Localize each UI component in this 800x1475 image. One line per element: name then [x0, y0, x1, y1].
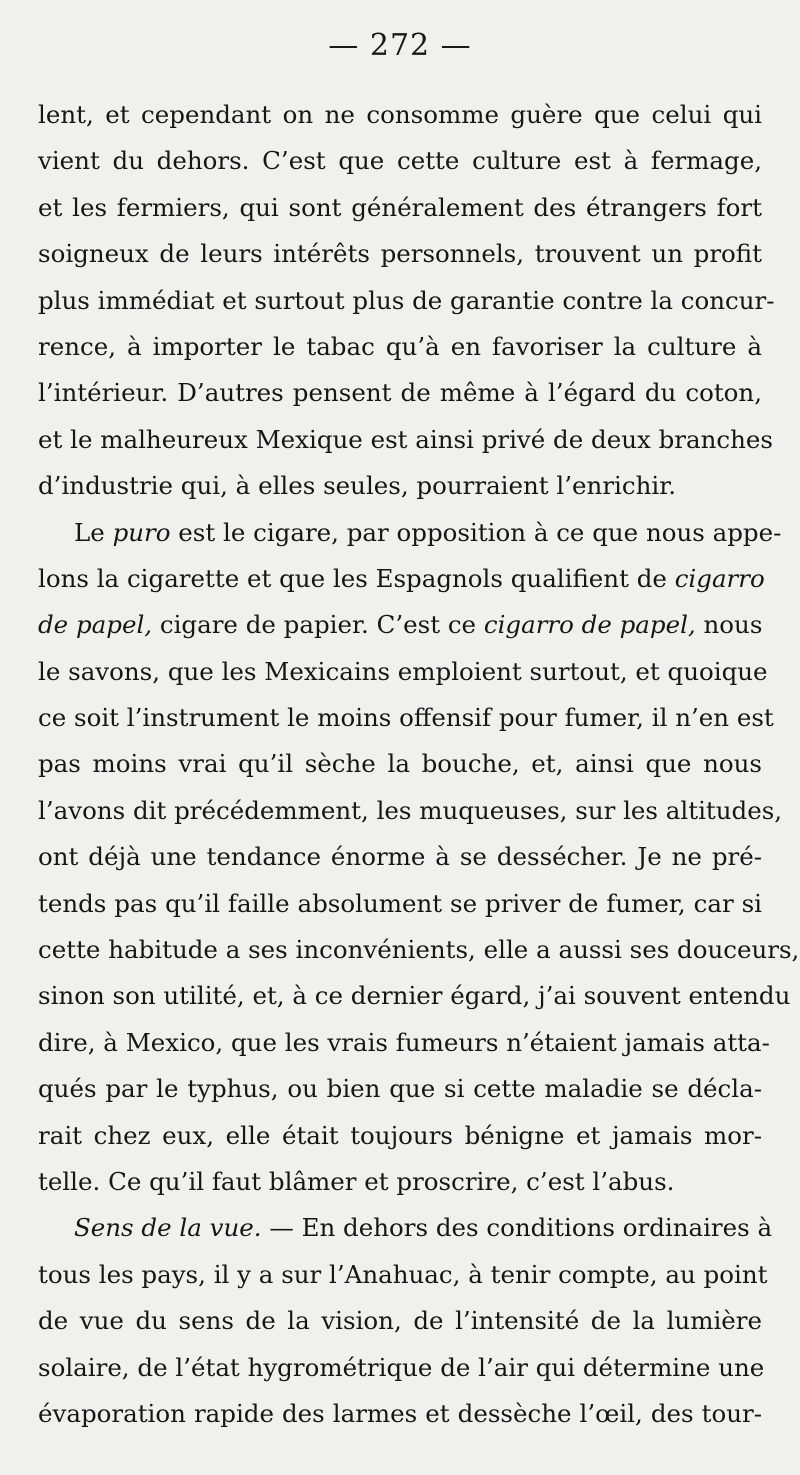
italic-text: Sens de la vue. [74, 1213, 262, 1243]
text-line [38, 1020, 770, 1066]
text-segment: ce soit l’instrument le moins offensif pour fumer, il n’en est [38, 703, 774, 733]
text-segment: — En dehors des conditions ordinaires à [261, 1213, 773, 1243]
text-line [38, 602, 762, 648]
text-line [38, 417, 773, 463]
text-line [38, 973, 791, 1019]
text-line [38, 1391, 762, 1437]
text-segment: Le [74, 517, 113, 547]
text-segment: évaporation rapide des larmes et dessèche l’œil, des tour- [38, 1398, 762, 1428]
text-segment: plus immédiat et surtout plus de garantie contre la concur- [38, 285, 775, 315]
italic-text: puro [112, 517, 171, 547]
text-line [38, 834, 762, 880]
text-line [38, 649, 768, 695]
text-line [38, 324, 762, 370]
text-line [38, 1345, 765, 1391]
text-segment: rence, à importer le tabac qu’à en favoriser la culture à [38, 331, 762, 361]
text-segment: qués par le typhus, ou bien que si cette maladie se décla- [38, 1074, 762, 1104]
text-line [38, 927, 800, 973]
text-segment: cigare de papier. C’est ce [152, 610, 484, 640]
text-line [38, 1298, 762, 1344]
text-segment: sinon son utilité, et, à ce dernier égard, j’ai souvent entendu [38, 981, 791, 1011]
page-number: — 272 — [328, 28, 472, 63]
text-line [38, 463, 762, 509]
text-segment: pas moins vrai qu’il sèche la bouche, et, ainsi que nous [38, 749, 762, 779]
text-segment: telle. Ce qu’il faut blâmer et proscrire, c’est l’abus. [38, 1166, 675, 1196]
text-line [38, 231, 762, 277]
text-segment: est le cigare, par opposition à ce que nous appe- [170, 517, 782, 547]
text-segment: soigneux de leurs intérêts personnels, trouvent un profit [38, 239, 762, 269]
text-segment: lons la cigarette et que les Espagnols qualifient de [38, 563, 675, 593]
text-segment: dire, à Mexico, que les vrais fumeurs n’étaient jamais atta- [38, 1027, 770, 1057]
text-segment: l’intérieur. D’autres pensent de même à l’égard du coton, [38, 378, 762, 408]
text-line [38, 556, 765, 602]
text-line [38, 881, 762, 927]
text-line [38, 695, 774, 741]
text-segment: rait chez eux, elle était toujours bénigne et jamais mor- [38, 1120, 762, 1150]
text-segment: de vue du sens de la vision, de l’intensité de la lumière [38, 1306, 762, 1336]
italic-text: de papel, [38, 610, 153, 640]
text-line [38, 1066, 762, 1112]
text-segment: lent, et cependant on ne consomme guère que celui qui [38, 100, 762, 129]
text-segment: le savons, que les Mexicains emploient surtout, et quoique [38, 656, 768, 686]
text-segment: solaire, de l’état hygrométrique de l’air qui détermine une [38, 1352, 765, 1382]
text-line [38, 510, 782, 556]
text-segment: tous les pays, il y a sur l’Anahuac, à tenir compte, au point [38, 1259, 768, 1289]
body-text [38, 92, 800, 1437]
italic-text: cigarro [674, 563, 765, 593]
text-line [38, 278, 775, 324]
text-line [38, 92, 762, 138]
text-segment: tends pas qu’il faille absolument se priver de fumer, car si [38, 888, 762, 918]
text-line [38, 1159, 762, 1205]
italic-text: cigarro de papel, [483, 610, 696, 640]
text-segment: vient du dehors. C’est que cette culture est à fermage, [38, 146, 762, 176]
text-segment: et les fermiers, qui sont généralement des étrangers fort [38, 192, 762, 222]
text-line [38, 788, 783, 834]
text-segment: d’industrie qui, à elles seules, pourraient l’enrichir. [38, 471, 677, 501]
text-line [38, 741, 762, 787]
text-segment: et le malheureux Mexique est ainsi privé de deux branches [38, 424, 773, 454]
text-segment: l’avons dit précédemment, les muqueuses, sur les altitudes, [38, 795, 783, 825]
text-segment: ont déjà une tendance énorme à se dessécher. Je ne pré- [38, 842, 762, 872]
text-line [38, 370, 762, 416]
text-segment: cette habitude a ses inconvénients, elle a aussi ses douceurs, [38, 935, 800, 965]
text-line [38, 138, 762, 184]
text-line [38, 1205, 773, 1251]
text-line [38, 1113, 762, 1159]
text-segment: nous [695, 610, 763, 640]
text-line [38, 185, 762, 231]
text-line [38, 1252, 768, 1298]
